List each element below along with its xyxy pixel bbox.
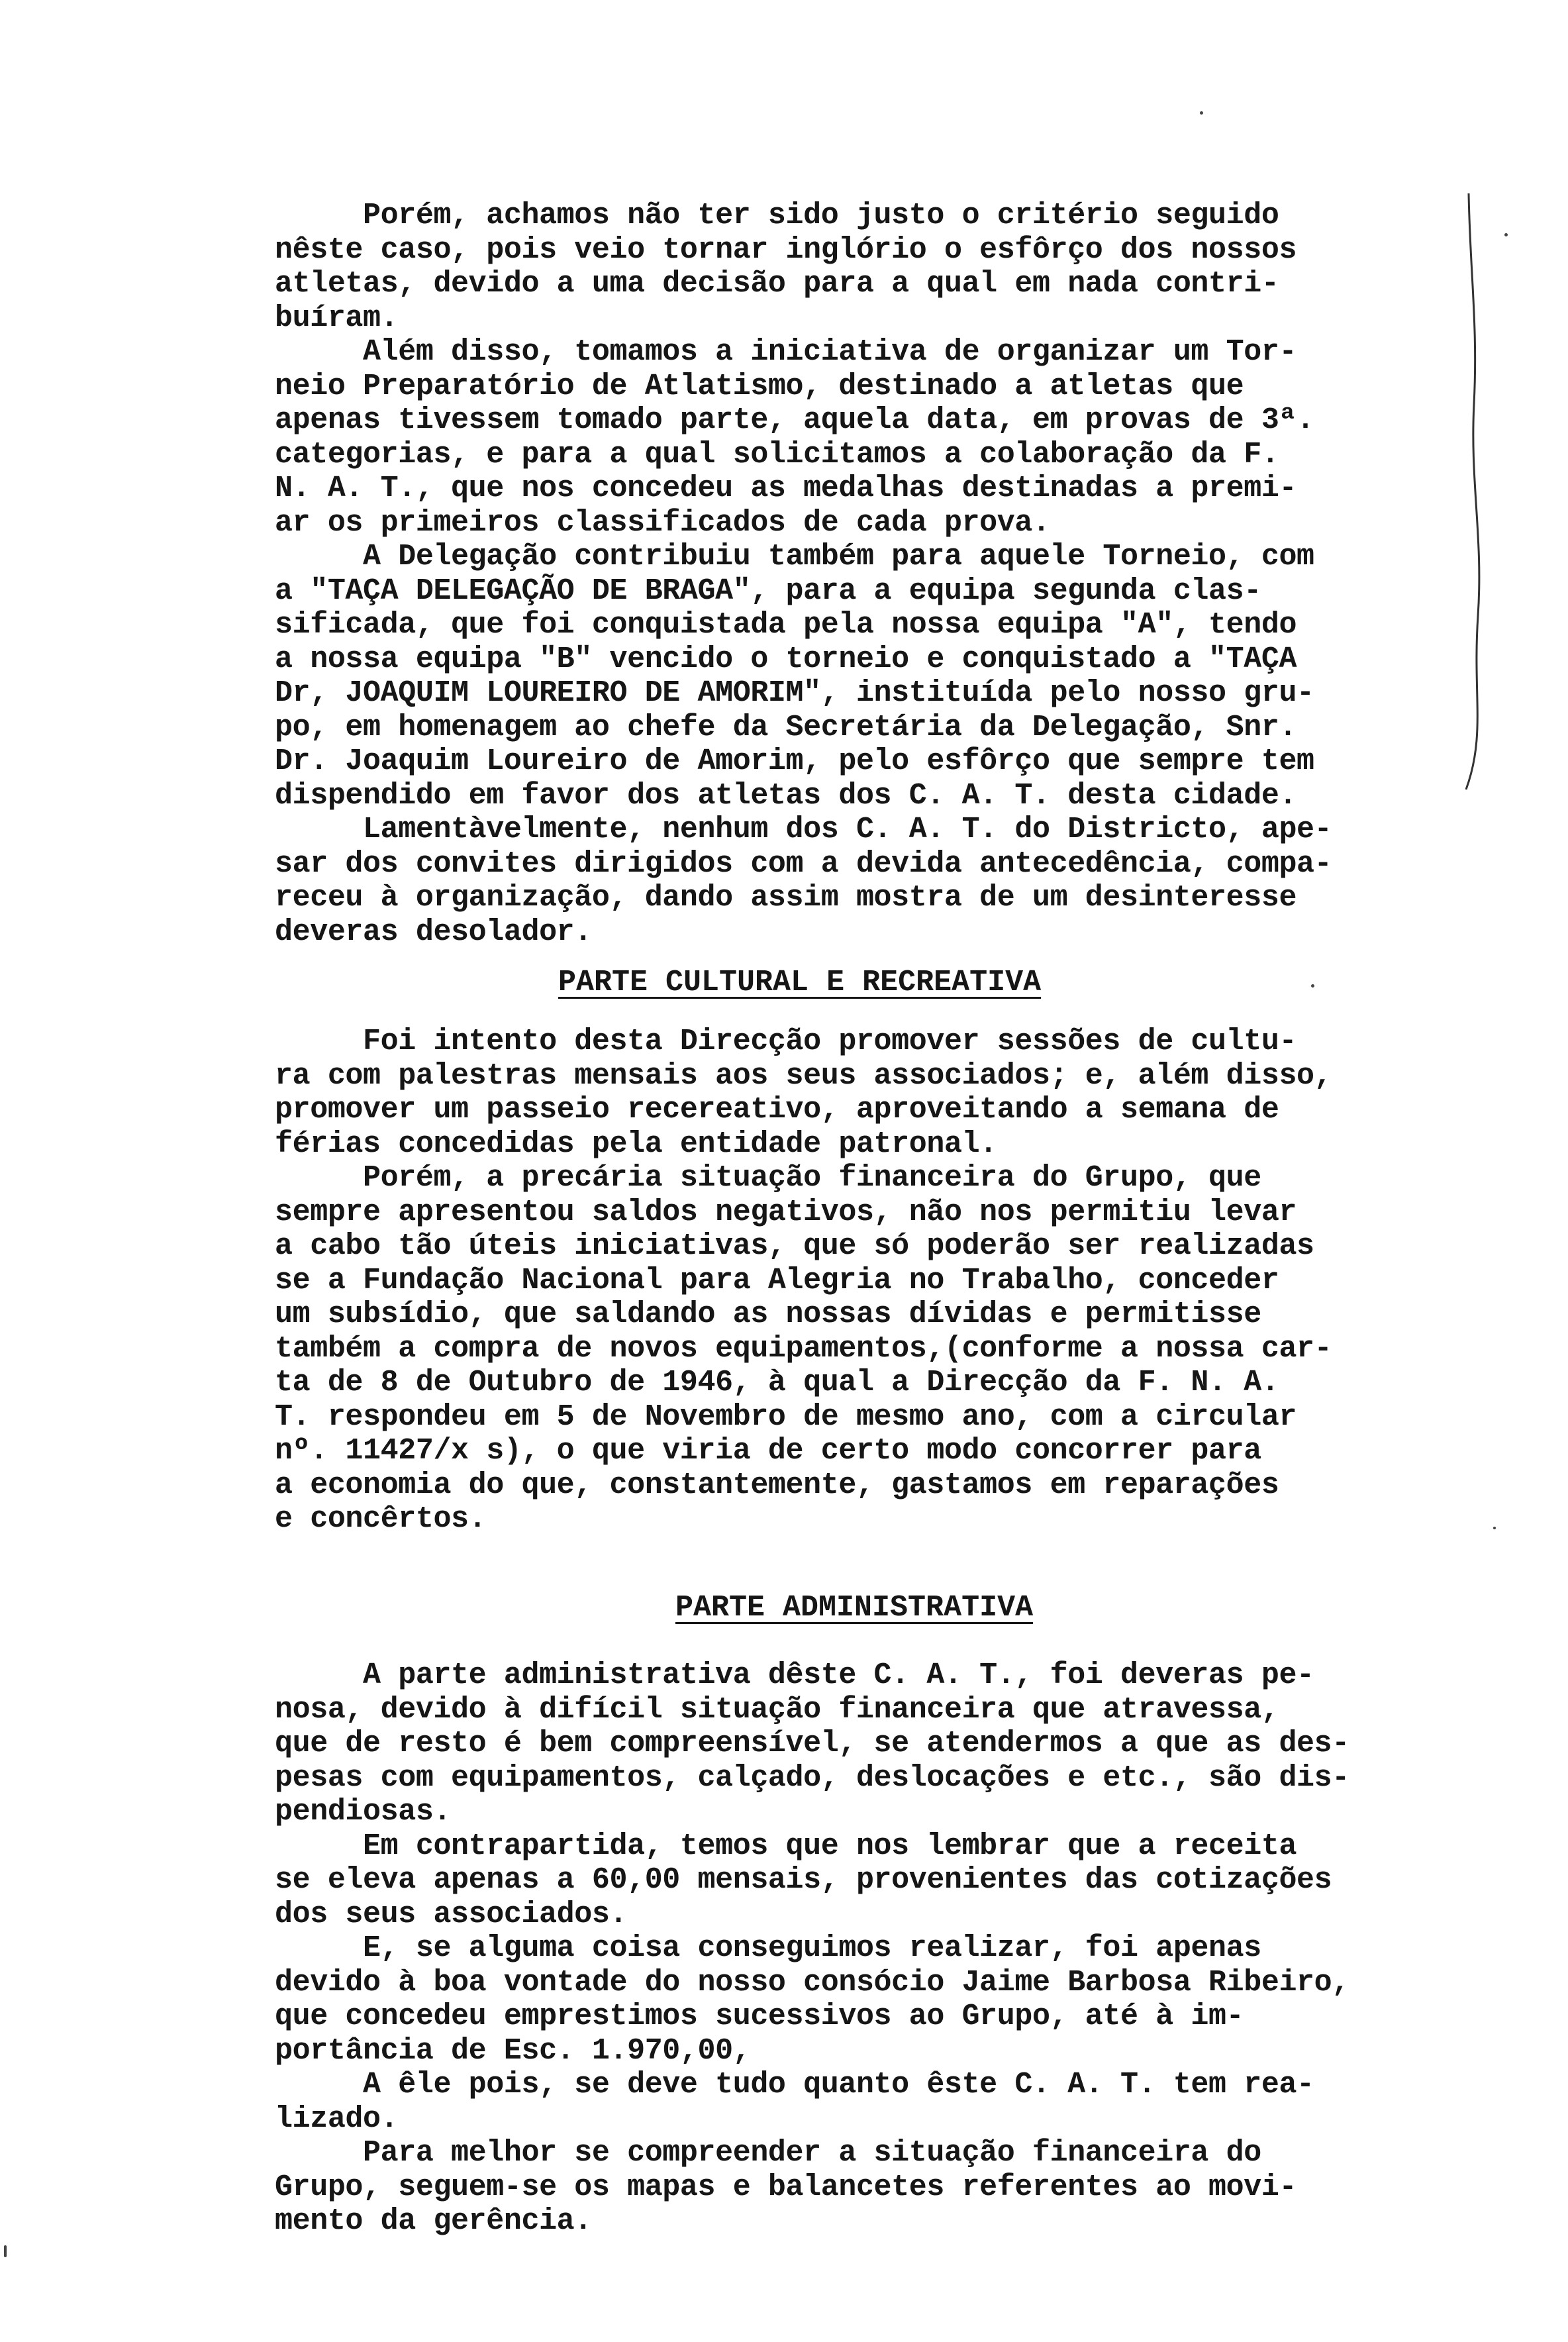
text-line: E, se alguma coisa conseguimos realizar, foi apenas	[275, 1931, 1261, 1965]
ink-speck	[1200, 111, 1203, 115]
text-line: Dr, JOAQUIM LOUREIRO DE AMORIM", instituída pelo nosso gru-	[275, 676, 1314, 710]
text-line: po, em homenagem ao chefe da Secretária da Delegação, Snr.	[275, 710, 1297, 744]
text-line: Dr. Joaquim Loureiro de Amorim, pelo esfôrço que sempre tem	[275, 744, 1314, 778]
text-line: mento da gerência.	[275, 2204, 592, 2238]
text-line: sificada, que foi conquistada pela nossa equipa "A", tendo	[275, 608, 1297, 642]
text-line: Além disso, tomamos a iniciativa de organizar um Tor-	[275, 335, 1297, 369]
text-line: pesas com equipamentos, calçado, deslocações e etc., são dis-	[275, 1760, 1349, 1795]
text-line: buíram.	[275, 301, 399, 335]
text-line: que de resto é bem compreensível, se atendermos a que as des-	[275, 1727, 1349, 1760]
text-line: a economia do que, constantemente, gastamos em reparações	[275, 1468, 1279, 1502]
sports-section-text	[275, 199, 1480, 949]
text-line: se eleva apenas a 60,00 mensais, provenientes das cotizações	[275, 1863, 1332, 1897]
text-line: Porém, a precária situação financeira do Grupo, que	[275, 1161, 1261, 1195]
text-line: A parte administrativa dêste C. A. T., foi deveras pe-	[275, 1658, 1314, 1692]
text-line: A êle pois, se deve tudo quanto êste C. A. T. tem rea-	[275, 2068, 1314, 2102]
text-line: devido à boa vontade do nosso consócio Jaime Barbosa Ribeiro,	[275, 1965, 1349, 2000]
text-line: promover um passeio recereativo, aproveitando a semana de	[275, 1093, 1279, 1127]
text-line: atletas, devido a uma decisão para a qual em nada contri-	[275, 267, 1279, 301]
text-line: receu à organização, dando assim mostra de um desinteresse	[275, 881, 1297, 915]
ink-speck	[1504, 233, 1508, 236]
heading-cultural-recreational: PARTE CULTURAL E RECREATIVA	[558, 966, 1042, 999]
text-line: a cabo tão úteis iniciativas, que só poderão ser realizadas	[275, 1229, 1314, 1263]
text-line: deveras desolador.	[275, 915, 592, 949]
text-line: a nossa equipa "B" vencido o torneio e conquistado a "TAÇA	[275, 642, 1297, 676]
text-line: Grupo, seguem-se os mapas e balancetes referentes ao movi-	[275, 2170, 1297, 2204]
text-line: ta de 8 de Outubro de 1946, à qual a Direcção da F. N. A.	[275, 1366, 1279, 1400]
text-line: sempre apresentou saldos negativos, não nos permitiu levar	[275, 1195, 1297, 1229]
text-line: dispendido em favor dos atletas dos C. A. T. desta cidade.	[275, 778, 1297, 813]
text-line: nº. 11427/x s), o que viria de certo modo concorrer para	[275, 1434, 1261, 1468]
heading-administrative: PARTE ADMINISTRATIVA	[675, 1591, 1034, 1625]
text-line: nêste caso, pois veio tornar inglório o esfôrço dos nossos	[275, 232, 1297, 267]
ink-speck	[1493, 1527, 1496, 1529]
text-line: que concedeu emprestimos sucessivos ao Grupo, até à im-	[275, 2000, 1244, 2033]
text-line: A Delegação contribuiu também para aquele Torneio, com	[275, 540, 1314, 574]
text-line: Para melhor se compreender a situação financeira do	[275, 2136, 1261, 2170]
text-line: Lamentàvelmente, nenhum dos C. A. T. do Districto, ape-	[275, 813, 1332, 846]
text-line: Em contrapartida, temos que nos lembrar que a receita	[275, 1829, 1297, 1863]
ink-speck	[1311, 984, 1314, 988]
text-line: ar os primeiros classificados de cada prova.	[275, 505, 1050, 540]
text-line: Foi intento desta Direcção promover sessões de cultu-	[275, 1025, 1297, 1058]
text-line: férias concedidas pela entidade patronal.	[275, 1127, 997, 1161]
text-line: nosa, devido à difícil situação financeira que atravessa,	[275, 1692, 1279, 1727]
text-line: neio Preparatório de Atlatismo, destinado a atletas que	[275, 369, 1244, 403]
text-line: apenas tivessem tomado parte, aquela data, em provas de 3ª.	[275, 403, 1314, 437]
text-line: categorias, e para a qual solicitamos a colaboração da F.	[275, 437, 1279, 472]
text-line: se a Fundação Nacional para Alegria no Trabalho, conceder	[275, 1263, 1279, 1298]
text-line: a "TAÇA DELEGAÇÃO DE BRAGA", para a equipa segunda clas-	[275, 574, 1261, 608]
text-line: dos seus associados.	[275, 1897, 628, 1931]
text-line: e concêrtos.	[275, 1502, 487, 1536]
cultural-section-text	[275, 1025, 1480, 1537]
text-line: pendiosas.	[275, 1795, 452, 1829]
text-line: também a compra de novos equipamentos,(conforme a nossa car-	[275, 1331, 1332, 1366]
administrative-section-text	[275, 1658, 1480, 2239]
text-line: lizado.	[275, 2102, 399, 2136]
text-line: Porém, achamos não ter sido justo o critério seguido	[275, 199, 1279, 232]
ink-speck	[4, 2245, 7, 2257]
text-line: T. respondeu em 5 de Novembro de mesmo ano, com a circular	[275, 1400, 1297, 1434]
text-line: N. A. T., que nos concedeu as medalhas destinadas a premi-	[275, 472, 1297, 505]
text-line: um subsídio, que saldando as nossas dívidas e permitisse	[275, 1298, 1261, 1331]
text-line: ra com palestras mensais aos seus associados; e, além disso,	[275, 1058, 1332, 1093]
text-line: sar dos convites dirigidos com a devida antecedência, compa-	[275, 846, 1332, 881]
text-line: portância de Esc. 1.970,00,	[275, 2033, 751, 2068]
